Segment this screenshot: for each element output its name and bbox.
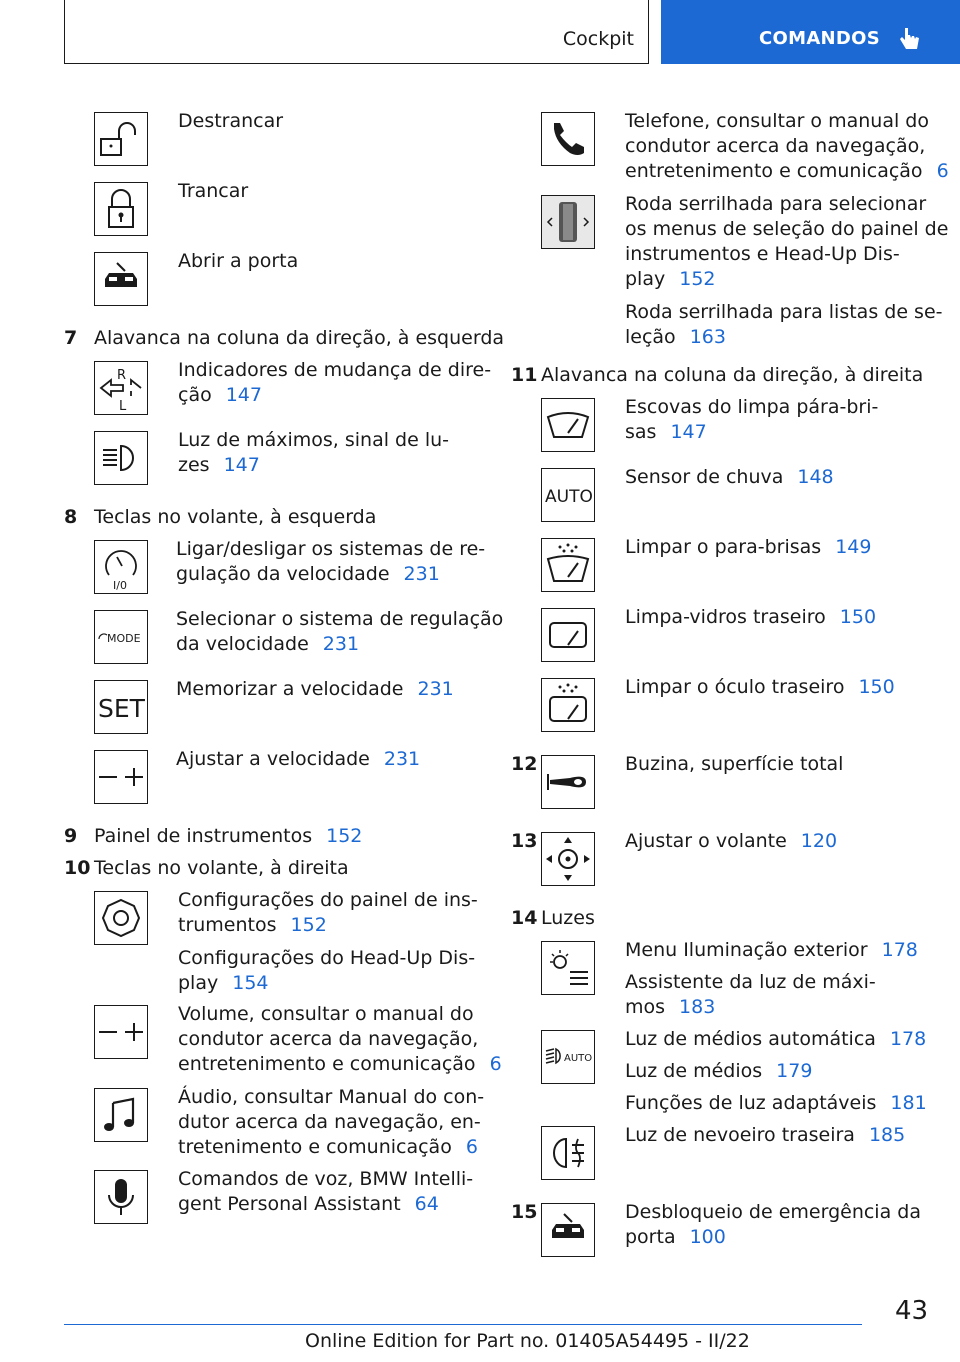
set-icon [94,680,148,734]
item-10-title: Teclas no volante, à direita [94,857,349,879]
footer-divider [64,1324,862,1325]
footer-edition: Online Edition for Part no. 01405A54495 - II/22 [305,1330,750,1352]
gear-icon [94,891,148,945]
item-number-12: 12 [511,753,538,775]
svg-text:R: R [117,368,127,383]
page-ref[interactable]: 183 [679,996,716,1018]
page-ref[interactable]: 181 [890,1092,927,1114]
page-ref[interactable]: 163 [689,326,726,348]
windshield-wash-icon [541,538,595,592]
microphone-icon [94,1170,148,1224]
telefone-label: Telefone, consultar o manual do condutor acerca da navegação, entretenimento e comunicação 6 [625,110,949,182]
page-ref[interactable]: 100 [689,1226,726,1248]
phone-icon [541,112,595,166]
page-ref[interactable]: 152 [290,914,327,936]
turn-signal-icon [94,361,148,415]
exterior-light-menu-icon [541,941,595,995]
page-ref[interactable]: 120 [800,830,838,852]
page-ref[interactable]: 154 [232,972,269,994]
ajustar-volante-label: Ajustar o volante 120 [625,830,838,852]
page-ref[interactable]: 231 [403,563,440,585]
rear-wiper-icon [541,608,595,662]
volume-label: Volume, consultar o manual do condutor acerca da navegação, entretenimento e comunicação 6 [178,1003,502,1075]
page-ref[interactable]: 148 [797,466,834,488]
svg-text:MODE: MODE [107,632,141,645]
page-ref[interactable]: 150 [858,676,895,698]
page-ref[interactable]: 150 [839,606,877,628]
funcoes-label: Funções de luz adaptáveis 181 [625,1092,927,1114]
minus-plus-icon [94,750,148,804]
ligar-desligar-label: Ligar/desligar os sistemas de re- gulação da velocidade 231 [176,538,486,585]
volume-minus-plus-icon [94,1005,148,1059]
page-ref[interactable]: 6 [465,1136,478,1158]
unlock-icon [94,112,148,166]
page-ref[interactable]: 152 [679,268,716,290]
page-ref[interactable]: 149 [835,536,872,558]
indicadores-label: Indicadores de mudança de dire- ção 147 [178,359,492,406]
config-painel-label: Configurações do painel de ins- trumentos 152 [178,889,478,936]
item-11-title: Alavanca na coluna da direção, à direita [541,364,924,386]
section-title: Cockpit [562,28,634,50]
page-ref[interactable]: 231 [383,748,421,770]
page-ref[interactable]: 178 [881,939,918,961]
hand-pointer-icon [899,26,921,52]
svg-text:L: L [119,399,127,414]
desbloqueio-label: Desbloqueio de emergência da porta 100 [625,1201,921,1248]
emergency-door-icon [541,1203,595,1257]
page-ref[interactable]: 147 [225,384,262,406]
limpar-oculo-label: Limpar o óculo traseiro 150 [625,676,895,698]
rear-wash-icon [541,678,595,732]
assistente-label: Assistente da luz de máxi- mos 183 [625,971,876,1018]
trancar-label: Trancar [178,180,249,202]
escovas-label: Escovas do limpa pára-bri- sas 147 [625,396,879,443]
item-9-title: Painel de instrumentos 152 [94,825,363,847]
luz-maximos-label: Luz de máximos, sinal de lu- zes 147 [178,429,450,476]
car-door-icon [94,252,148,306]
limpa-vidros-label: Limpa-vidros traseiro 150 [625,606,877,628]
rear-fog-icon [541,1126,595,1180]
svg-text:I/0: I/0 [113,579,127,592]
item-number-9: 9 [64,825,78,847]
medios-auto-label: Luz de médios automática 178 [625,1028,927,1050]
wiper-icon [541,398,595,452]
steering-adjust-icon [541,832,595,886]
page-number: 43 [895,1296,929,1326]
item-number-10: 10 [64,857,91,879]
svg-text:AUTO: AUTO [564,1053,593,1064]
item-number-15: 15 [511,1201,538,1223]
limpar-parabrisas-label: Limpar o para-brisas 149 [625,536,872,558]
page-ref[interactable]: 64 [414,1193,439,1215]
destrancar-label: Destrancar [178,110,284,132]
auto-icon [541,468,595,522]
thumbwheel-icon [541,195,595,249]
buzina-label: Buzina, superfície total [625,753,844,775]
svg-text:SET: SET [98,694,145,723]
page-ref[interactable]: 231 [322,633,360,655]
page-ref[interactable]: 178 [889,1028,927,1050]
page-ref[interactable]: 147 [223,454,260,476]
abrir-porta-label: Abrir a porta [178,250,299,272]
horn-icon [541,755,595,809]
item-7-title: Alavanca na coluna da direção, à esquerda [94,327,505,349]
voz-label: Comandos de voz, BMW Intelli- gent Personal Assistant 64 [178,1168,474,1215]
selecionar-label: Selecionar o sistema de regulação da velocidade 231 [176,608,504,655]
nevoeiro-label: Luz de nevoeiro traseira 185 [625,1124,906,1146]
high-beam-icon [94,431,148,485]
roda-serrilhada-label: Roda serrilhada para selecionar os menus de seleção do painel de instrumentos e Head-Up Dis- play 152 [625,193,949,290]
config-hud-label: Configurações do Head-Up Dis- play 154 [178,947,476,994]
page-ref[interactable]: 231 [417,678,454,700]
menu-iluminacao-label: Menu Iluminação exterior 178 [625,939,918,961]
medios-label: Luz de médios 179 [625,1060,813,1082]
page-ref[interactable]: 152 [326,825,363,847]
music-note-icon [94,1088,148,1142]
roda-listas-label: Roda serrilhada para listas de se- leção 163 [625,301,943,348]
chapter-title: COMANDOS [759,28,881,49]
mode-icon [94,610,148,664]
item-8-title: Teclas no volante, à esquerda [94,506,377,528]
svg-text:AUTO: AUTO [545,487,593,507]
speedometer-onoff-icon [94,540,148,594]
page-ref[interactable]: 6 [936,160,949,182]
page-ref[interactable]: 185 [868,1124,906,1146]
item-number-11: 11 [511,364,538,386]
item-number-14: 14 [511,907,538,929]
page-ref[interactable]: 6 [489,1053,502,1075]
item-number-13: 13 [511,830,538,852]
ajustar-velocidade-label: Ajustar a velocidade 231 [176,748,421,770]
item-14-title: Luzes [541,907,595,929]
page-ref[interactable]: 179 [776,1060,813,1082]
item-number-8: 8 [64,506,78,528]
header-chapter-tab [661,0,960,64]
page-ref[interactable]: 147 [670,421,707,443]
lock-icon [94,182,148,236]
header-section-box [64,0,649,64]
sensor-chuva-label: Sensor de chuva 148 [625,466,834,488]
memorizar-label: Memorizar a velocidade 231 [176,678,454,700]
auto-low-beam-icon [541,1030,595,1084]
item-number-7: 7 [64,327,78,349]
audio-label: Áudio, consultar Manual do con- dutor acerca da navegação, en- tretenimento e comunicação 6 [178,1086,485,1158]
